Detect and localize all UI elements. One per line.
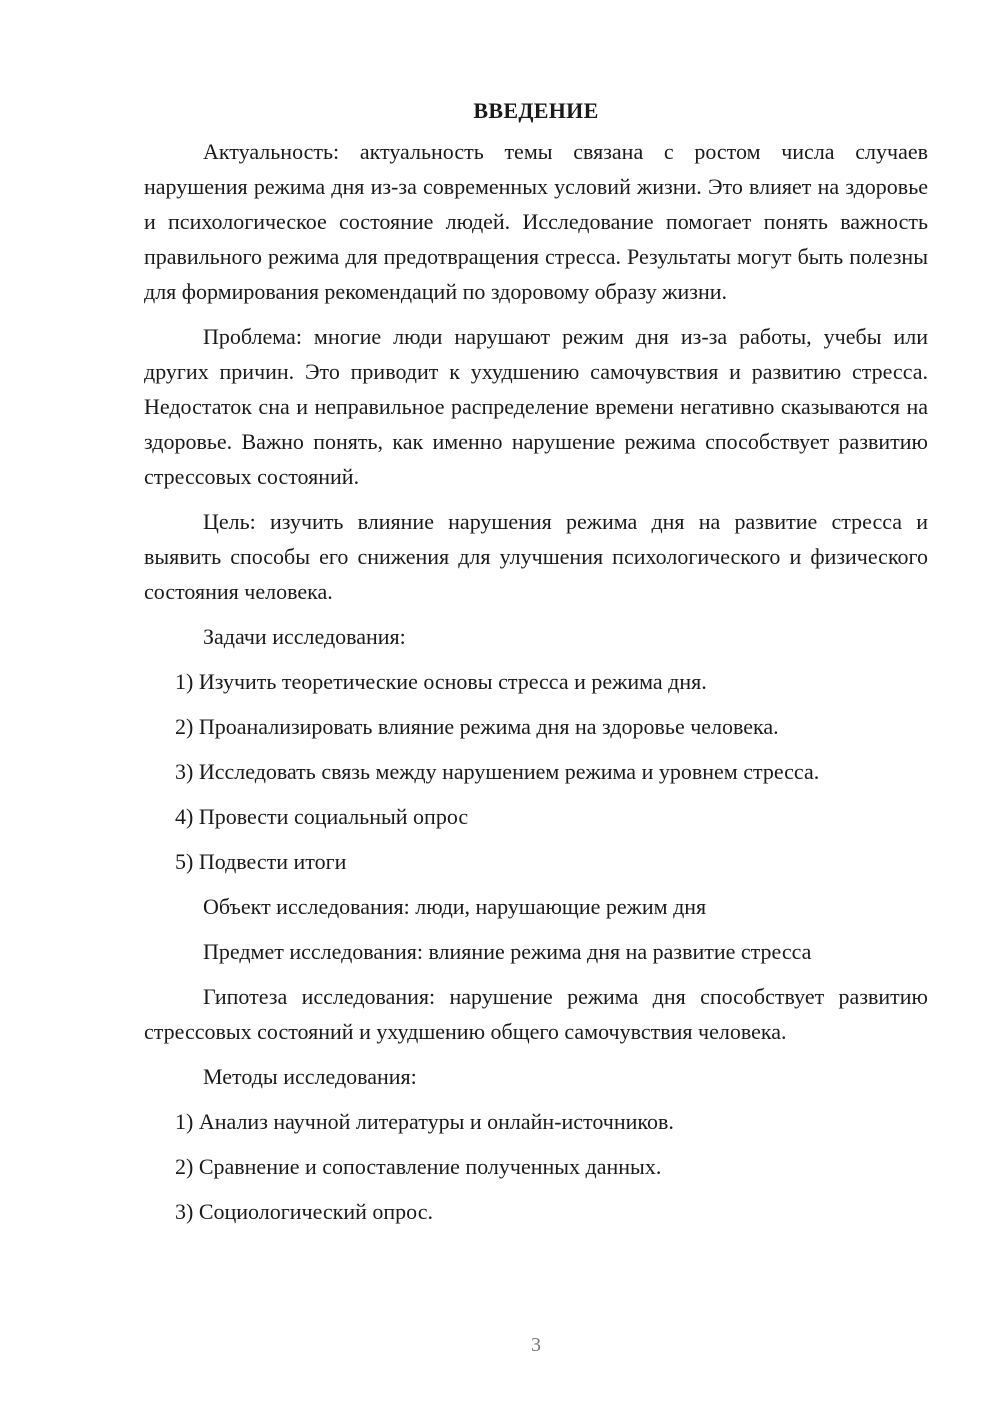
list-item: 2) Сравнение и сопоставление полученных данных. [175, 1154, 662, 1179]
tasks-heading: Задачи исследования: [203, 624, 406, 649]
list-item: 3) Социологический опрос. [175, 1199, 433, 1224]
research-subject: Предмет исследования: влияние режима дня на развитие стресса [203, 939, 812, 964]
research-object: Объект исследования: люди, нарушающие режим дня [203, 894, 707, 919]
goal-paragraph: Цель: изучить влияние нарушения режима дня на развитие стресса и выявить способы его снижения для улучшения психологического и физического состояния человека. [144, 509, 928, 604]
list-item: 4) Провести социальный опрос [175, 804, 469, 829]
relevance-paragraph: Актуальность: актуальность темы связана с ростом числа случаев нарушения режима дня из-за современных условий жизни. Это влияет на здоровье и психологическое состояние людей. Исследование помогает понять важность правильного режима для предотвращения стресса. Результаты могут быть полезны для формирования рекомендаций по здоровому образу жизни. [144, 139, 928, 304]
section-title: ВВЕДЕНИЕ [473, 98, 599, 123]
page-number: 3 [531, 1334, 541, 1356]
list-item: 1) Изучить теоретические основы стресса и режима дня. [175, 669, 707, 694]
methods-heading: Методы исследования: [203, 1064, 417, 1089]
list-item: 2) Проанализировать влияние режима дня на здоровье человека. [175, 714, 779, 739]
document-page [144, 96, 928, 1239]
list-item: 1) Анализ научной литературы и онлайн-источников. [175, 1109, 674, 1134]
hypothesis-paragraph: Гипотеза исследования: нарушение режима дня способствует развитию стрессовых состояний и ухудшению общего самочувствия человека. [144, 984, 928, 1044]
list-item: 5) Подвести итоги [175, 849, 347, 874]
methods-list [144, 1104, 928, 1229]
list-item: 3) Исследовать связь между нарушением режима и уровнем стресса. [175, 759, 820, 784]
problem-paragraph: Проблема: многие люди нарушают режим дня из-за работы, учебы или других причин. Это приводит к ухудшению самочувствия и развитию стресса. Недостаток сна и неправильное распределение времени негативно сказываются на здоровье. Важно понять, как именно нарушение режима способствует развитию стрессовых состояний. [144, 324, 928, 489]
tasks-list [144, 664, 928, 879]
